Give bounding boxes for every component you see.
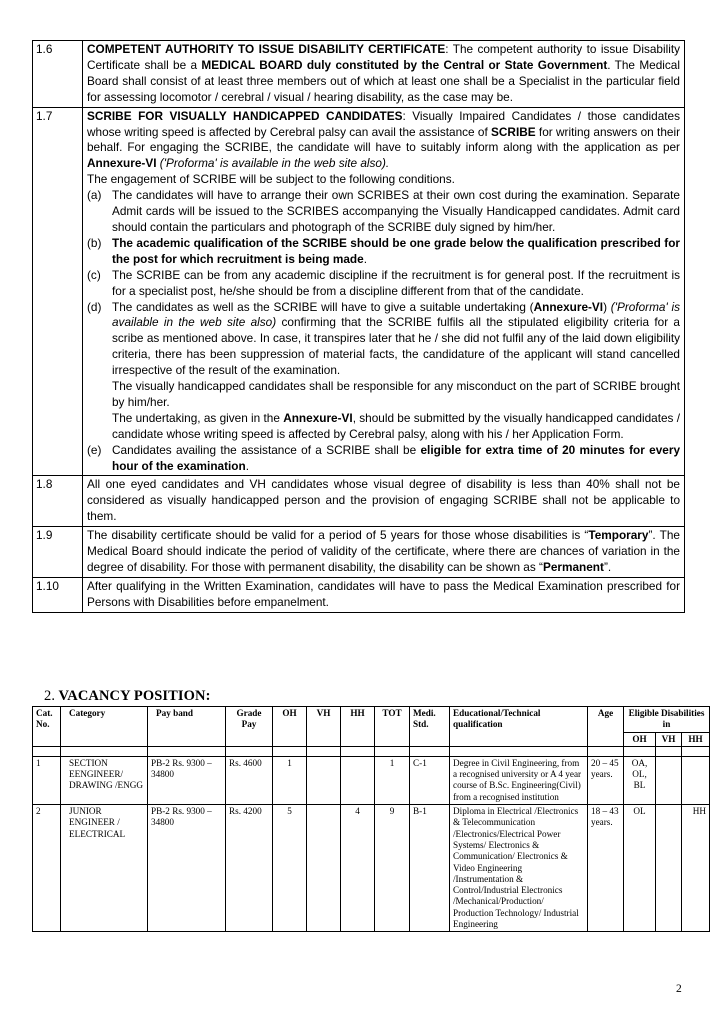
vacancy-table: [32, 706, 710, 932]
condition-item: [87, 188, 680, 236]
col-header-grade-pay: Grade Pay: [226, 707, 273, 747]
condition-text: The candidates as well as the SCRIBE will have to give a suitable undertaking (: [112, 299, 534, 314]
rule-body: ”.: [603, 560, 612, 574]
cell-pay-band: PB-2 Rs. 9300 – 34800: [148, 805, 226, 932]
cell-age: 18 – 43 years.: [588, 805, 624, 932]
condition-label: (e): [87, 442, 102, 457]
cell-eligible-hh: [682, 756, 710, 804]
rule-number: 1.7: [33, 107, 83, 476]
col-header-age: Age: [588, 707, 624, 747]
rule-emphasis: MEDICAL BOARD duly constituted by the Central or State Government: [201, 57, 608, 72]
cell-cat: 2: [33, 805, 61, 932]
col-header-edu: Educational/Technical qualification: [450, 707, 588, 747]
condition-paragraph: [87, 411, 680, 443]
cell-eligible-vh: [656, 756, 682, 804]
cell-medi: B-1: [410, 805, 450, 932]
vacancy-header-row: [33, 707, 710, 733]
col-header-medi: Medi. Std.: [410, 707, 450, 747]
cell-vh: [307, 805, 341, 932]
col-header-eligible-vh: VH: [656, 732, 682, 746]
condition-text: confirming that the SCRIBE fulfils all the stipulated eligibility criteria for a scribe as mentioned above. In case, it transpires later that he / she did not fulfil any of the laid down eligibility criteria, there has been suppression of material facts, the candidature of the applicant will stand cancelled irrespective of the result of the examination.: [112, 315, 680, 378]
page-number: 2: [676, 983, 682, 995]
rule-paragraph: The engagement of SCRIBE will be subject to the following conditions.: [87, 172, 455, 187]
rule-number: 1.8: [33, 476, 83, 527]
rule-emphasis: SCRIBE: [491, 124, 536, 139]
condition-text: Candidates availing the assistance of a SCRIBE shall be: [112, 442, 421, 457]
cell-grade-pay: Rs. 4200: [226, 805, 273, 932]
cell-oh: 1: [273, 756, 307, 804]
condition-item: [87, 268, 680, 300]
cell-edu: Degree in Civil Engineering, from a recognised university or A 4 year course of B.Sc. Engineering(Civil) from a recognised institution: [450, 756, 588, 804]
rule-emphasis: Permanent: [542, 560, 604, 574]
col-header-category: Category: [61, 707, 148, 747]
cell-cat: 1: [33, 756, 61, 804]
rule-body: ”. The Medical Board should indicate the period of validity of the certificate, where there are chances of variation in the degree of disability. For those with permanent disability, the disability can be shown as “: [87, 528, 680, 574]
rules-table: [32, 40, 685, 613]
cell-tot: 9: [375, 805, 410, 932]
condition-emphasis: eligible for extra time of 20 minutes for every hour of the examination: [112, 442, 681, 473]
rule-heading: SCRIBE FOR VISUALLY HANDICAPPED CANDIDATES: [87, 108, 403, 123]
cell-eligible-oh: OL: [624, 805, 656, 932]
proforma-note: ('Proforma' is available in the web site also).: [156, 156, 390, 171]
cell-pay-band: PB-2 Rs. 9300 – 34800: [148, 756, 226, 804]
rule-body: : The competent authority to issue Disability Certificate shall be a: [87, 42, 680, 72]
cell-edu: Diploma in Electrical /Electronics & Telecommunication /Electronics/Electrical Power Systems/ Electronics & Communication/ Electronics & Video Engineering /Instrumentation & Control/Industrial Electronics /Mechanical/Production/ Production Technology/ Industrial Engineering: [450, 805, 588, 932]
rule-row: [33, 476, 685, 527]
section-title: VACANCY POSITION:: [58, 688, 211, 704]
rule-text: [83, 107, 685, 476]
col-header-cat: Cat. No.: [33, 707, 61, 747]
cell-hh: [341, 756, 375, 804]
condition-text: ): [603, 299, 608, 314]
col-header-eligible-hh: HH: [682, 732, 710, 746]
condition-label: (a): [87, 188, 102, 203]
condition-text: The candidates will have to arrange their own SCRIBES at their own cost during the examination. Separate Admit cards will be issued to the SCRIBES accompanying the Visually Handicapped candidates. Admit card should contain the particulars and photograph of the SCRIBE duly signed by him/her.: [112, 188, 680, 234]
vacancy-heading: [44, 688, 211, 705]
cell-category: SECTION EENGINEER/ DRAWING /ENGG: [61, 756, 148, 804]
col-header-eligible: Eligible Disabilities in: [624, 707, 710, 733]
rule-text: [83, 527, 685, 578]
rule-number: 1.6: [33, 41, 83, 108]
condition-paragraph: The visually handicapped candidates shall be responsible for any misconduct on the part of SCRIBE brought by him/her.: [112, 379, 680, 409]
proforma-note: ('Proforma' is available in the web site also): [112, 299, 680, 330]
table-row: [33, 756, 710, 804]
rule-emphasis: Temporary: [588, 528, 649, 543]
rule-row: [33, 577, 685, 612]
condition-text: , should be submitted by the visually handicapped candidates / candidate whose writing speed is affected by Cerebral palsy, along with his / her Application Form.: [112, 410, 680, 441]
cell-hh: 4: [341, 805, 375, 932]
cell-vh: [307, 756, 341, 804]
condition-label: (c): [87, 267, 101, 282]
rule-heading: COMPETENT AUTHORITY TO ISSUE DISABILITY CERTIFICATE: [87, 42, 446, 56]
rule-row: [33, 107, 685, 476]
condition-item: [87, 300, 680, 380]
condition-text-end: .: [245, 458, 249, 473]
annexure-reference: Annexure-VI: [283, 410, 353, 425]
condition-label: (b): [87, 235, 102, 250]
cell-grade-pay: Rs. 4600: [226, 756, 273, 804]
cell-eligible-hh: HH: [682, 805, 710, 932]
rule-body: The disability certificate should be valid for a period of 5 years for those whose disabilities is “: [87, 528, 589, 543]
cell-eligible-oh: OA, OL, BL: [624, 756, 656, 804]
rule-body: for writing answers on their behalf. For engaging the SCRIBE, the candidate will have to suitably inform along with the application as per: [87, 124, 680, 155]
section-number: 2.: [44, 688, 56, 704]
col-header-vh: VH: [307, 707, 341, 747]
rule-number: 1.10: [33, 577, 83, 612]
condition-text: The undertaking, as given in the: [112, 410, 284, 425]
table-row: [33, 805, 710, 932]
rule-body: : Visually Impaired Candidates / those candidates whose writing speed is affected by Cerebral palsy can avail the assistance of: [87, 108, 680, 139]
rule-text: After qualifying in the Written Examination, candidates will have to pass the Medical Examination prescribed for Persons with Disabilities before empanelment.: [83, 577, 685, 612]
condition-text: The academic qualification of the SCRIBE should be one grade below the qualification prescribed for the post for which recruitment is being made: [112, 235, 680, 266]
condition-label: (d): [87, 299, 102, 314]
rule-body: . The Medical Board shall consist of at least three members out of which at least one shall be a Specialist in the particular field for assessing locomotor / cerebral / visual / hearing disability, as the case may be.: [87, 57, 680, 104]
cell-eligible-vh: [656, 805, 682, 932]
col-header-hh: HH: [341, 707, 375, 747]
annexure-reference: Annexure-VI: [87, 156, 157, 171]
col-header-tot: TOT: [375, 707, 410, 747]
condition-text-end: .: [363, 251, 367, 266]
cell-category: JUNIOR ENGINEER / ELECTRICAL: [61, 805, 148, 932]
rule-row: [33, 527, 685, 578]
table-spacer-row: [33, 746, 710, 756]
condition-text: The SCRIBE can be from any academic discipline if the recruitment is for general post. If the recruitment is for a specialist post, he/she should be from a discipline different from that of the candidate.: [112, 267, 680, 298]
col-header-eligible-oh: OH: [624, 732, 656, 746]
cell-tot: 1: [375, 756, 410, 804]
rule-text: [83, 41, 685, 108]
condition-item: [87, 443, 680, 475]
cell-oh: 5: [273, 805, 307, 932]
col-header-pay-band: Pay band: [148, 707, 226, 747]
condition-item: [87, 236, 680, 268]
cell-medi: C-1: [410, 756, 450, 804]
rule-number: 1.9: [33, 527, 83, 578]
annexure-reference: Annexure-VI: [533, 299, 604, 314]
cell-age: 20 – 45 years.: [588, 756, 624, 804]
col-header-oh: OH: [273, 707, 307, 747]
rule-row: [33, 41, 685, 108]
rule-text: All one eyed candidates and VH candidates whose visual degree of disability is less than 40% shall not be considered as visually handicapped person and the provision of engaging SCRIBE shall not be applicable to them.: [83, 476, 685, 527]
